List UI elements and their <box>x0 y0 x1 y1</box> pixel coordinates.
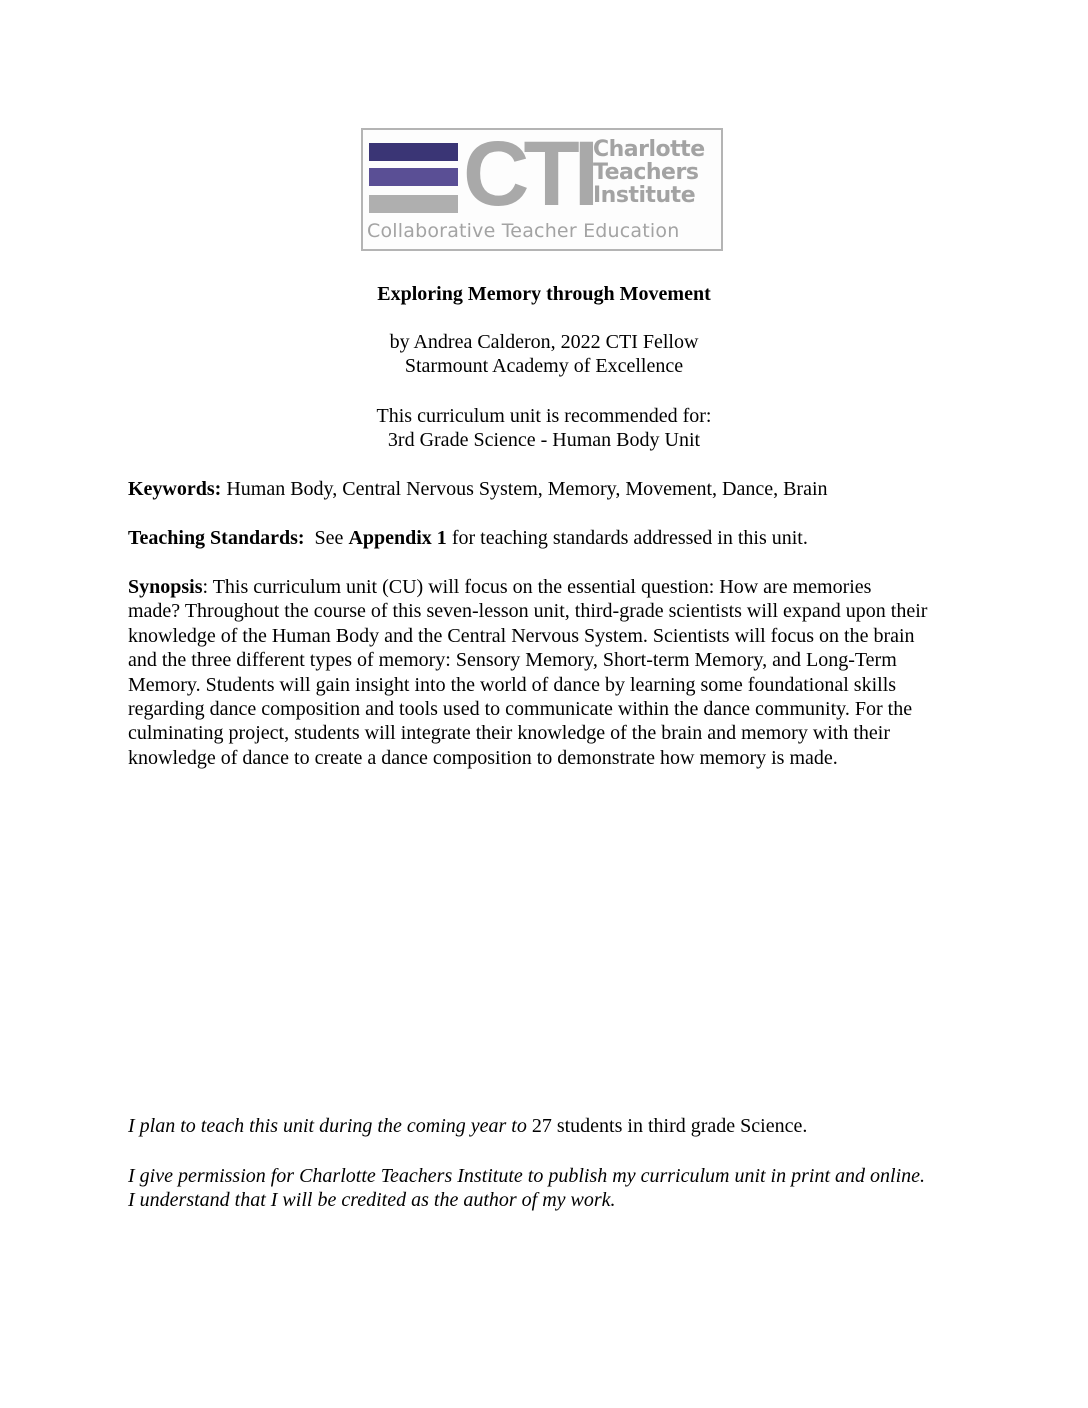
author-block <box>0 330 1088 378</box>
appendix-reference: Appendix 1 <box>348 527 447 549</box>
keywords-text: Human Body, Central Nervous System, Memory, Movement, Dance, Brain <box>221 478 828 500</box>
cti-logo <box>361 123 723 251</box>
logo-bar-dark <box>369 143 458 161</box>
keywords-paragraph <box>128 477 928 501</box>
permission-statement: I give permission for Charlotte Teachers Institute to publish my curriculum unit in print and online. I understand that I will be credited as the author of my work. <box>128 1165 926 1212</box>
standards-label: Teaching Standards: <box>128 527 305 549</box>
standards-pre: See <box>304 527 349 549</box>
recommendation-block <box>0 404 1088 452</box>
school-name: Starmount Academy of Excellence <box>404 355 684 377</box>
recommended-for: 3rd Grade Science - Human Body Unit <box>387 429 701 451</box>
synopsis-paragraph <box>128 575 928 770</box>
logo-bar-mid <box>369 168 458 186</box>
plan-italic: I plan to teach this unit during the coming year to <box>128 1115 532 1137</box>
logo-tagline: Collaborative Teacher Education <box>367 220 680 242</box>
logo-acronym: CTI <box>463 123 594 225</box>
document-title: Exploring Memory through Movement <box>377 283 711 305</box>
logo-org-name <box>593 138 705 207</box>
recommended-intro: This curriculum unit is recommended for: <box>376 405 712 427</box>
logo-org-line: Teachers <box>593 160 699 185</box>
logo-bar-gray <box>369 195 458 213</box>
logo-org-line: Institute <box>593 183 696 208</box>
synopsis-label: Synopsis <box>128 576 203 598</box>
plan-statement <box>128 1114 928 1138</box>
student-count: 27 <box>531 1115 552 1137</box>
standards-post: for teaching standards addressed in this unit. <box>446 527 808 549</box>
author-line: by Andrea Calderon, 2022 CTI Fellow <box>389 331 699 353</box>
logo-org-line: Charlotte <box>593 137 705 162</box>
keywords-label: Keywords: <box>128 478 222 500</box>
synopsis-text: : This curriculum unit (CU) will focus on the essential question: How are memories made? Throughout the course of this seven-lesson unit, third-grade scientists will expand upon their knowledge of the Human Body and the Central Nervous System. Scientists will focus on the brain and the three different types of memory: Sensory Memory, Short-term Memory, and Long-Term Memory. Students will gain insight into the world of dance by learning some foundational skills regarding dance composition and tools used to communicate within the dance community. For the culminating project, students will integrate their knowledge of the brain and memory with their knowledge of dance to create a dance composition to demonstrate how memory is made. <box>128 576 928 769</box>
plan-rest: students in third grade Science. <box>551 1115 808 1137</box>
standards-paragraph <box>128 526 928 550</box>
